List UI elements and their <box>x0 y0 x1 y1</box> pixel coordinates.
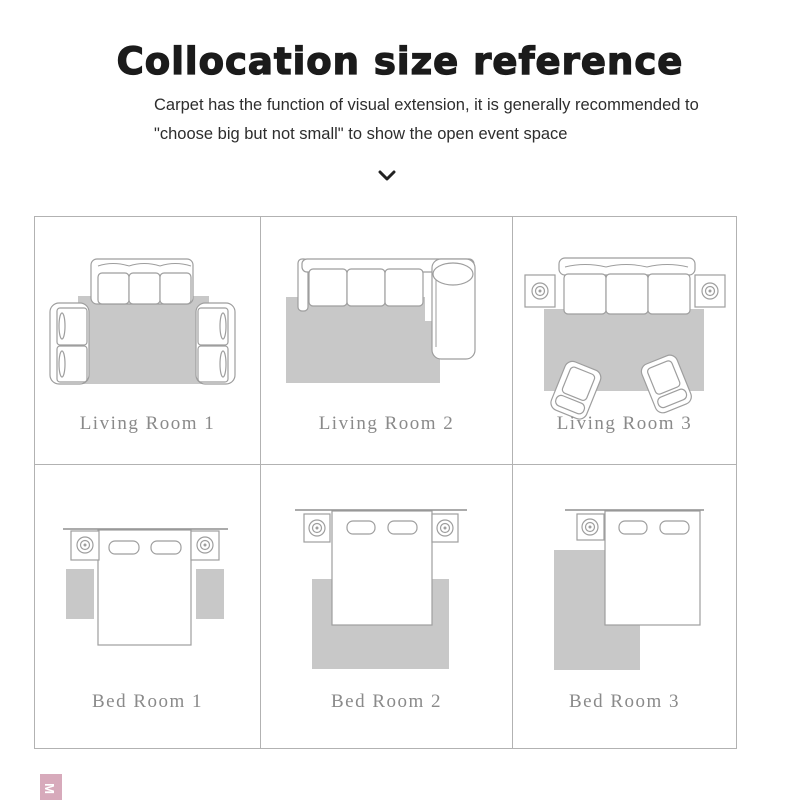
room-label: Living Room 3 <box>556 413 693 434</box>
cell-bed-room-3 <box>513 465 736 748</box>
room-label: Living Room 1 <box>79 413 216 434</box>
cell-living-room-2 <box>261 217 512 464</box>
subtitle-line-2: "choose big but not small" to show the open event space <box>154 125 568 143</box>
cell-living-room-1 <box>35 217 260 464</box>
cell-living-room-3 <box>513 217 736 464</box>
chevron-down-icon <box>378 169 396 181</box>
size-reference-grid <box>34 216 737 749</box>
cell-bed-room-1 <box>35 465 260 748</box>
room-label: Bed Room 3 <box>568 691 681 712</box>
page-title: Collocation size reference <box>116 40 684 83</box>
room-label: Bed Room 1 <box>91 691 204 712</box>
room-label: Bed Room 2 <box>330 691 443 712</box>
subtitle-line-1: Carpet has the function of visual extension, it is generally recommended to <box>154 96 699 114</box>
watermark-letter: M <box>41 783 57 794</box>
watermark-tab <box>40 774 62 800</box>
page-subtitle <box>154 91 714 149</box>
cell-bed-room-2 <box>261 465 512 748</box>
room-label: Living Room 2 <box>318 413 455 434</box>
